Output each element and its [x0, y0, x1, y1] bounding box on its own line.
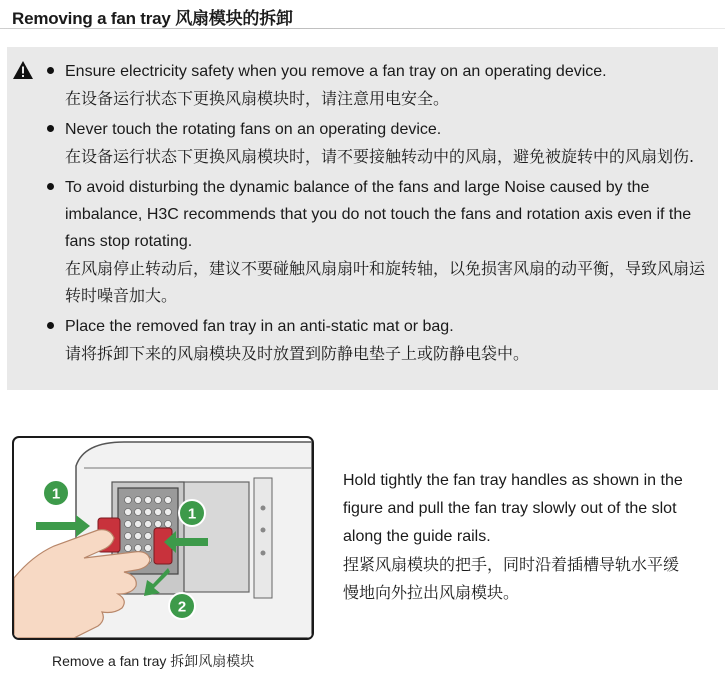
instruction-text: [343, 467, 708, 607]
notice-zh: 在设备运行状态下更换风扇模块时，请不要接触转动中的风扇，避免被旋转中的风扇划伤.: [65, 147, 695, 166]
title-divider: [0, 28, 725, 29]
step-2-label: 2: [177, 598, 187, 616]
list-item: [46, 174, 705, 309]
list-item: [46, 58, 705, 112]
notice-en: Place the removed fan tray in an anti-static mat or bag.: [65, 318, 454, 335]
step-1b-label: 1: [187, 505, 197, 523]
notice-zh: 请将拆卸下来的风扇模块及时放置到防静电垫子上或防静电袋中。: [65, 344, 530, 363]
warning-notice: [7, 47, 718, 390]
list-item: [46, 116, 705, 170]
notice-en: Never touch the rotating fans on an operating device.: [65, 121, 442, 138]
fan-tray-figure: [12, 436, 314, 640]
notice-list: [46, 58, 705, 371]
instruction-zh: 捏紧风扇模块的把手，同时沿着插槽导轨水平缓慢地向外拉出风扇模块。: [343, 555, 680, 602]
warning-icon: [12, 60, 34, 80]
list-item: [46, 313, 705, 367]
instruction-en: Hold tightly the fan tray handles as shown in the figure and pull the fan tray slowly out of the slot along the guide rails.: [343, 472, 683, 545]
page-title: Removing a fan tray 风扇模块的拆卸: [12, 9, 293, 28]
notice-zh: 在风扇停止转动后，建议不要碰触风扇扇叶和旋转轴，以免损害风扇的动平衡，导致风扇运转时噪音加大。: [65, 259, 706, 305]
step-1-label: 1: [51, 485, 61, 503]
notice-en: To avoid disturbing the dynamic balance of the fans and large Noise caused by the imbalance, H3C recommends that you do not touch the fans and rotation axis even if the fans stop rotating.: [65, 179, 692, 250]
notice-zh: 在设备运行状态下更换风扇模块时，请注意用电安全。: [65, 89, 450, 108]
figure-caption: Remove a fan tray 拆卸风扇模块: [52, 653, 255, 669]
fan-tray-illustration: [14, 438, 312, 638]
notice-en: Ensure electricity safety when you remove a fan tray on an operating device.: [65, 63, 607, 80]
